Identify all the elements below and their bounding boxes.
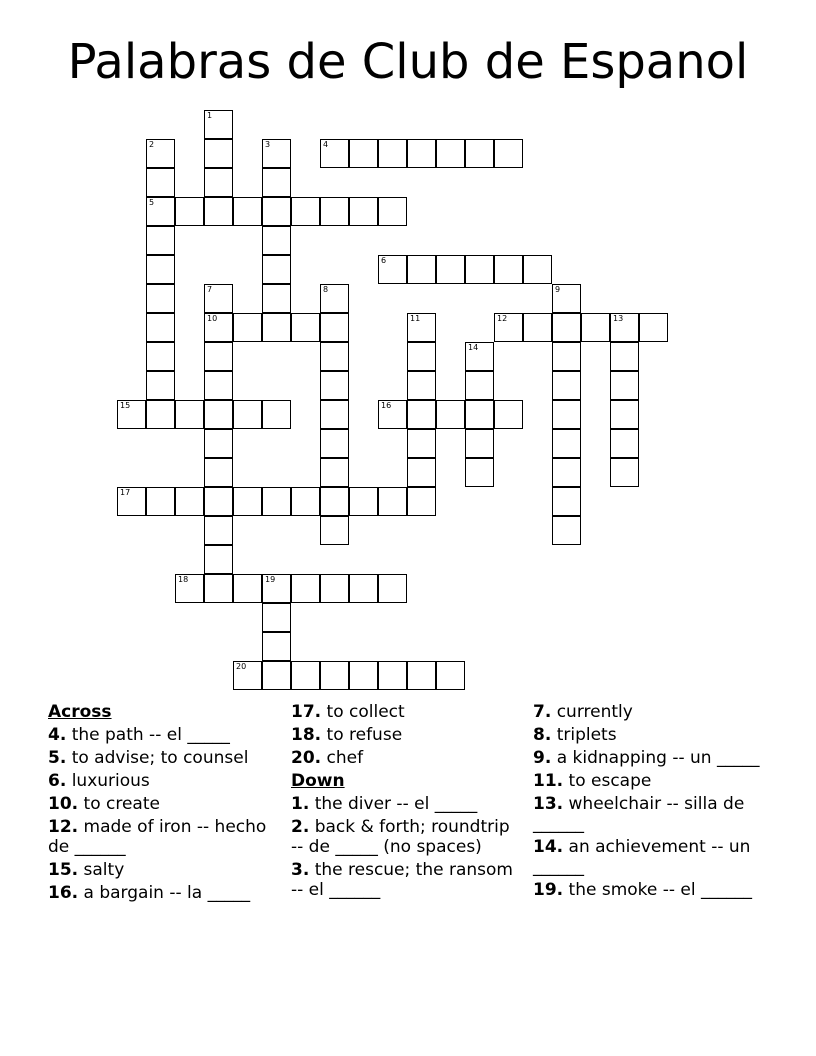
grid-cell[interactable]	[320, 458, 349, 487]
grid-cell[interactable]	[291, 661, 320, 690]
grid-cell[interactable]	[378, 661, 407, 690]
clue-column-2	[291, 702, 521, 903]
clue-number: 7	[207, 285, 213, 294]
grid-cell[interactable]	[465, 400, 494, 429]
clue-across-5: 5. to advise; to counsel	[48, 748, 249, 768]
clue-across-10: 10. to create	[48, 794, 160, 814]
grid-cell[interactable]	[233, 313, 262, 342]
clue-column-1	[48, 702, 278, 906]
grid-cell[interactable]	[204, 168, 233, 197]
grid-cell[interactable]	[262, 197, 291, 226]
grid-cell[interactable]	[494, 255, 523, 284]
grid-cell[interactable]	[204, 516, 233, 545]
grid-cell[interactable]	[552, 487, 581, 516]
grid-cell[interactable]	[407, 400, 436, 429]
grid-cell[interactable]	[494, 400, 523, 429]
clue-down-7: 7. currently	[533, 702, 633, 722]
grid-cell[interactable]	[233, 400, 262, 429]
grid-cell[interactable]	[407, 342, 436, 371]
clue-down-3: 3. the rescue; the ransom -- el ______	[291, 860, 513, 900]
grid-cell[interactable]	[175, 197, 204, 226]
grid-cell[interactable]	[552, 313, 581, 342]
clue-down-1: 1. the diver -- el _____	[291, 794, 478, 814]
grid-cell[interactable]	[233, 487, 262, 516]
grid-cell[interactable]	[262, 400, 291, 429]
grid-cell[interactable]	[552, 458, 581, 487]
grid-cell[interactable]	[610, 342, 639, 371]
grid-cell[interactable]	[610, 313, 639, 342]
grid-cell[interactable]	[610, 429, 639, 458]
grid-cell[interactable]	[262, 313, 291, 342]
grid-cell[interactable]	[320, 574, 349, 603]
clue-number: 18	[178, 575, 189, 584]
grid-cell[interactable]	[233, 661, 262, 690]
grid-cell[interactable]	[552, 429, 581, 458]
grid-cell[interactable]	[552, 284, 581, 313]
grid-cell[interactable]	[378, 139, 407, 168]
clue-across-18: 18. to refuse	[291, 725, 403, 745]
grid-cell[interactable]	[349, 574, 378, 603]
grid-cell[interactable]	[204, 342, 233, 371]
grid-cell[interactable]	[610, 400, 639, 429]
clue-down-14: 14. an achievement -- un ______	[533, 837, 751, 877]
grid-cell[interactable]	[204, 284, 233, 313]
grid-cell[interactable]	[465, 255, 494, 284]
grid-cell[interactable]	[204, 110, 233, 139]
grid-cell[interactable]	[407, 429, 436, 458]
grid-cell[interactable]	[320, 400, 349, 429]
grid-cell[interactable]	[146, 342, 175, 371]
grid-cell[interactable]	[320, 429, 349, 458]
grid-cell[interactable]	[146, 255, 175, 284]
clue-down-9: 9. a kidnapping -- un _____	[533, 748, 760, 768]
grid-cell[interactable]	[494, 139, 523, 168]
grid-cell[interactable]	[552, 516, 581, 545]
clue-number: 13	[613, 314, 624, 323]
grid-cell[interactable]	[436, 139, 465, 168]
grid-cell[interactable]	[407, 255, 436, 284]
grid-cell[interactable]	[117, 487, 146, 516]
clue-across-20: 20. chef	[291, 748, 364, 768]
grid-cell[interactable]	[378, 487, 407, 516]
grid-cell[interactable]	[146, 487, 175, 516]
clue-number: 17	[120, 488, 131, 497]
clue-number: 15	[120, 401, 131, 410]
grid-cell[interactable]	[204, 197, 233, 226]
clue-down-19: 19. the smoke -- el ______	[533, 880, 753, 900]
clue-number: 9	[555, 285, 561, 294]
grid-cell[interactable]	[320, 661, 349, 690]
clue-down-8: 8. triplets	[533, 725, 617, 745]
grid-cell[interactable]	[523, 313, 552, 342]
grid-cell[interactable]	[117, 400, 146, 429]
clue-across-12: 12. made of iron -- hecho de ______	[48, 817, 267, 857]
grid-cell[interactable]	[465, 371, 494, 400]
grid-cell[interactable]	[204, 371, 233, 400]
grid-cell[interactable]	[407, 371, 436, 400]
grid-cell[interactable]	[146, 400, 175, 429]
grid-cell[interactable]	[552, 400, 581, 429]
grid-cell[interactable]	[146, 226, 175, 255]
clue-number: 4	[323, 140, 329, 149]
grid-cell[interactable]	[320, 342, 349, 371]
grid-cell[interactable]	[262, 139, 291, 168]
grid-cell[interactable]	[262, 487, 291, 516]
grid-cell[interactable]	[610, 458, 639, 487]
grid-cell[interactable]	[262, 168, 291, 197]
grid-cell[interactable]	[204, 574, 233, 603]
grid-cell[interactable]	[320, 139, 349, 168]
grid-cell[interactable]	[349, 197, 378, 226]
grid-cell[interactable]	[204, 429, 233, 458]
grid-cell[interactable]	[407, 487, 436, 516]
grid-cell[interactable]	[262, 226, 291, 255]
grid-cell[interactable]	[262, 603, 291, 632]
clue-number: 5	[149, 198, 155, 207]
grid-cell[interactable]	[552, 342, 581, 371]
clue-down-11: 11. to escape	[533, 771, 652, 791]
grid-cell[interactable]	[320, 371, 349, 400]
grid-cell[interactable]	[378, 197, 407, 226]
grid-cell[interactable]	[175, 400, 204, 429]
page-title: Palabras de Club de Espanol	[67, 34, 749, 90]
grid-cell[interactable]	[494, 313, 523, 342]
grid-cell[interactable]	[204, 545, 233, 574]
grid-cell[interactable]	[146, 168, 175, 197]
grid-cell[interactable]	[407, 661, 436, 690]
grid-cell[interactable]	[407, 313, 436, 342]
grid-cell[interactable]	[146, 139, 175, 168]
clue-number: 19	[265, 575, 276, 584]
across-heading: Across	[48, 702, 112, 722]
grid-cell[interactable]	[436, 255, 465, 284]
grid-cell[interactable]	[204, 313, 233, 342]
grid-cell[interactable]	[378, 400, 407, 429]
grid-cell[interactable]	[610, 371, 639, 400]
grid-cell[interactable]	[407, 139, 436, 168]
grid-cell[interactable]	[233, 197, 262, 226]
grid-cell[interactable]	[320, 487, 349, 516]
clue-across-6: 6. luxurious	[48, 771, 150, 791]
grid-cell[interactable]	[523, 255, 552, 284]
grid-cell[interactable]	[407, 458, 436, 487]
clue-across-16: 16. a bargain -- la _____	[48, 883, 251, 903]
clue-number: 6	[381, 256, 387, 265]
grid-cell[interactable]	[436, 400, 465, 429]
clue-number: 10	[207, 314, 218, 323]
grid-cell[interactable]	[349, 139, 378, 168]
grid-cell[interactable]	[378, 574, 407, 603]
grid-cell[interactable]	[320, 197, 349, 226]
grid-cell[interactable]	[465, 342, 494, 371]
grid-cell[interactable]	[320, 516, 349, 545]
grid-cell[interactable]	[146, 371, 175, 400]
clue-number: 12	[497, 314, 508, 323]
grid-cell[interactable]	[204, 487, 233, 516]
clue-across-15: 15. salty	[48, 860, 125, 880]
grid-cell[interactable]	[320, 313, 349, 342]
grid-cell[interactable]	[436, 661, 465, 690]
clue-number: 3	[265, 140, 271, 149]
grid-cell[interactable]	[291, 197, 320, 226]
grid-cell[interactable]	[262, 284, 291, 313]
clue-down-2: 2. back & forth; roundtrip -- de _____ (no spaces)	[291, 817, 510, 857]
grid-cell[interactable]	[175, 487, 204, 516]
grid-cell[interactable]	[204, 139, 233, 168]
grid-cell[interactable]	[291, 313, 320, 342]
grid-cell[interactable]	[175, 574, 204, 603]
down-heading: Down	[291, 771, 345, 791]
grid-cell[interactable]	[291, 574, 320, 603]
grid-cell[interactable]	[465, 139, 494, 168]
clue-number: 14	[468, 343, 479, 352]
grid-cell[interactable]	[581, 313, 610, 342]
clue-number: 11	[410, 314, 421, 323]
grid-cell[interactable]	[262, 661, 291, 690]
clue-down-13: 13. wheelchair -- silla de ______	[533, 794, 745, 834]
grid-cell[interactable]	[349, 487, 378, 516]
grid-cell[interactable]	[204, 458, 233, 487]
clue-number: 2	[149, 140, 155, 149]
grid-cell[interactable]	[639, 313, 668, 342]
clue-column-3	[533, 702, 763, 903]
grid-cell[interactable]	[262, 632, 291, 661]
grid-cell[interactable]	[552, 371, 581, 400]
grid-cell[interactable]	[378, 255, 407, 284]
clue-number: 16	[381, 401, 392, 410]
grid-cell[interactable]	[146, 197, 175, 226]
grid-cell[interactable]	[465, 429, 494, 458]
grid-cell[interactable]	[320, 284, 349, 313]
grid-cell[interactable]	[465, 458, 494, 487]
grid-cell[interactable]	[204, 400, 233, 429]
grid-cell[interactable]	[146, 284, 175, 313]
grid-cell[interactable]	[262, 574, 291, 603]
grid-cell[interactable]	[262, 255, 291, 284]
clue-across-17: 17. to collect	[291, 702, 405, 722]
grid-cell[interactable]	[146, 313, 175, 342]
grid-cell[interactable]	[349, 661, 378, 690]
clue-number: 1	[207, 111, 213, 120]
grid-cell[interactable]	[291, 487, 320, 516]
clue-across-4: 4. the path -- el _____	[48, 725, 230, 745]
grid-cell[interactable]	[233, 574, 262, 603]
clue-number: 20	[236, 662, 247, 671]
clue-number: 8	[323, 285, 329, 294]
